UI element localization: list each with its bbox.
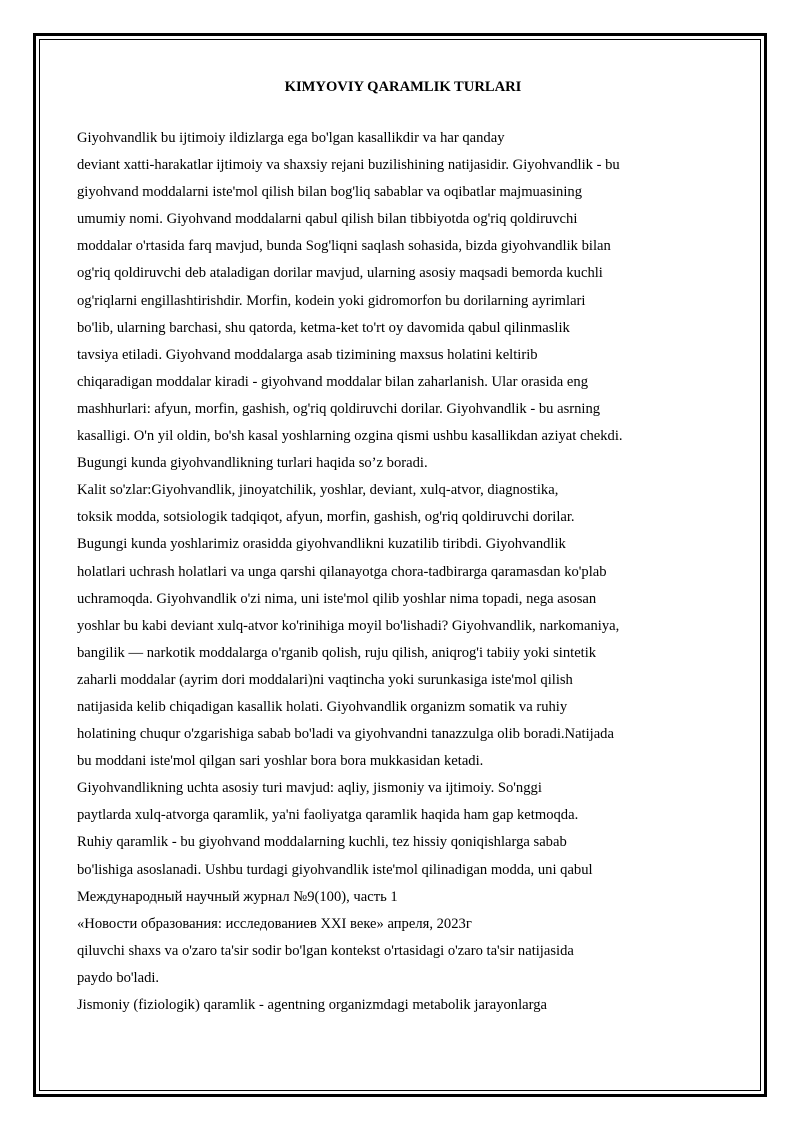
text-line: deviant xatti-harakatlar ijtimoiy va shaxsiy rejani buzilishining natijasidir. Giyohvandlik - bu	[77, 157, 620, 174]
text-line: zaharli moddalar (ayrim dori moddalari)ni vaqtincha yoki surunkasiga iste'mol qilish	[77, 671, 573, 688]
text-line: moddalar o'rtasida farq mavjud, bunda Sog'liqni saqlash sohasida, bizda giyohvandlik bilan	[77, 238, 611, 255]
text-line: giyohvand moddalarni iste'mol qilish bilan bog'liq sabablar va oqibatlar majmuasining	[77, 184, 583, 201]
keywords-line: Kalit so'zlar:Giyohvandlik, jinoyatchilik, yoshlar, deviant, xulq-atvor, diagnostika,	[77, 482, 559, 499]
keywords-line: toksik modda, sotsiologik tadqiqot, afyun, morfin, gashish, og'riq qoldiruvchi dorilar.	[77, 509, 575, 526]
text-line: holatining chuqur o'zgarishiga sabab bo'ladi va giyohvandni tanazzulga olib boradi.Natijada	[77, 726, 614, 743]
text-line: Giyohvandlikning uchta asosiy turi mavjud: aqliy, jismoniy va ijtimoiy. So'nggi	[77, 780, 542, 797]
document-title: KIMYOVIY QARAMLIK TURLARI	[284, 79, 522, 95]
text-line: Ruhiy qaramlik - bu giyohvand moddalarning kuchli, tez hissiy qoniqishlarga sabab	[77, 834, 567, 851]
text-line: tavsiya etiladi. Giyohvand moddalarga asab tizimining maxsus holatini keltirib	[77, 346, 538, 363]
text-line: Jismoniy (fiziologik) qaramlik - agentning organizmdagi metabolik jarayonlarga	[77, 997, 547, 1013]
text-line: bo'lib, ularning barchasi, shu qatorda, ketma-ket to'rt oy davomida qabul qilinmaslik	[77, 319, 570, 336]
text-line: kasalligi. O'n yil oldin, bo'sh kasal yoshlarning ozgina qismi ushbu kasallikdan aziyat chekdi.	[77, 428, 623, 445]
text-line: Bugungi kunda giyohvandlikning turlari haqida so’z boradi.	[77, 455, 428, 472]
journal-footer-line: Международный научный журнал №9(100), часть 1	[77, 888, 398, 905]
text-line: og'riqlarni engillashtirishdir. Morfin, kodein yoki gidromorfon bu dorilarning ayrimlari	[77, 292, 586, 309]
text-line: bangilik — narkotik moddalarga o'rganib qolish, ruju qilish, aniqrog'i tabiiy yoki sintetik	[77, 644, 597, 661]
text-line: umumiy nomi. Giyohvand moddalarni qabul qilish bilan tibbiyotda og'riq qoldiruvchi	[77, 211, 578, 228]
text-line: mashhurlari: afyun, morfin, gashish, og'riq qoldiruvchi dorilar. Giyohvandlik - bu asrning	[77, 400, 601, 417]
document-body	[77, 76, 727, 1019]
text-line: og'riq qoldiruvchi deb ataladigan dorilar mavjud, ularning asosiy maqsadi bemorda kuchli	[77, 265, 603, 282]
paragraph-block	[77, 125, 727, 1019]
text-line: natijasida kelib chiqadigan kasallik holati. Giyohvandlik organizm somatik va ruhiy	[77, 698, 568, 715]
text-line: holatlari uchrash holatlari va unga qarshi qilanayotga chora-tadbirarga qaramasdan ko'plab	[77, 563, 607, 580]
text-line: Giyohvandlik bu ijtimoiy ildizlarga ega bo'lgan kasallikdir va har qanday	[77, 130, 505, 146]
journal-footer-line: «Новости образования: исследованиев XXI веке» апреля, 2023г	[77, 915, 472, 932]
text-line: uchramoqda. Giyohvandlik o'zi nima, uni iste'mol qilib yoshlar nima topadi, nega asosan	[77, 590, 597, 607]
text-line: bu moddani iste'mol qilgan sari yoshlar bora bora mukkasidan ketadi.	[77, 753, 484, 770]
text-line: Bugungi kunda yoshlarimiz orasidda giyohvandlikni kuzatilib tiribdi. Giyohvandlik	[77, 536, 566, 553]
text-line: paydo bo'ladi.	[77, 969, 160, 986]
text-line: qiluvchi shaxs va o'zaro ta'sir sodir bo'lgan kontekst o'rtasidagi o'zaro ta'sir natijasida	[77, 942, 574, 959]
text-line: paytlarda xulq-atvorga qaramlik, ya'ni faoliyatga qaramlik haqida ham gap ketmoqda.	[77, 807, 579, 824]
text-line: yoshlar bu kabi deviant xulq-atvor ko'rinihiga moyil bo'lishadi? Giyohvandlik, narkomaniya,	[77, 617, 620, 634]
text-line: bo'lishiga asoslanadi. Ushbu turdagi giyohvandlik iste'mol qilinadigan modda, uni qabul	[77, 861, 593, 878]
text-line: chiqaradigan moddalar kiradi - giyohvand moddalar bilan zaharlanish. Ular orasida eng	[77, 373, 589, 390]
